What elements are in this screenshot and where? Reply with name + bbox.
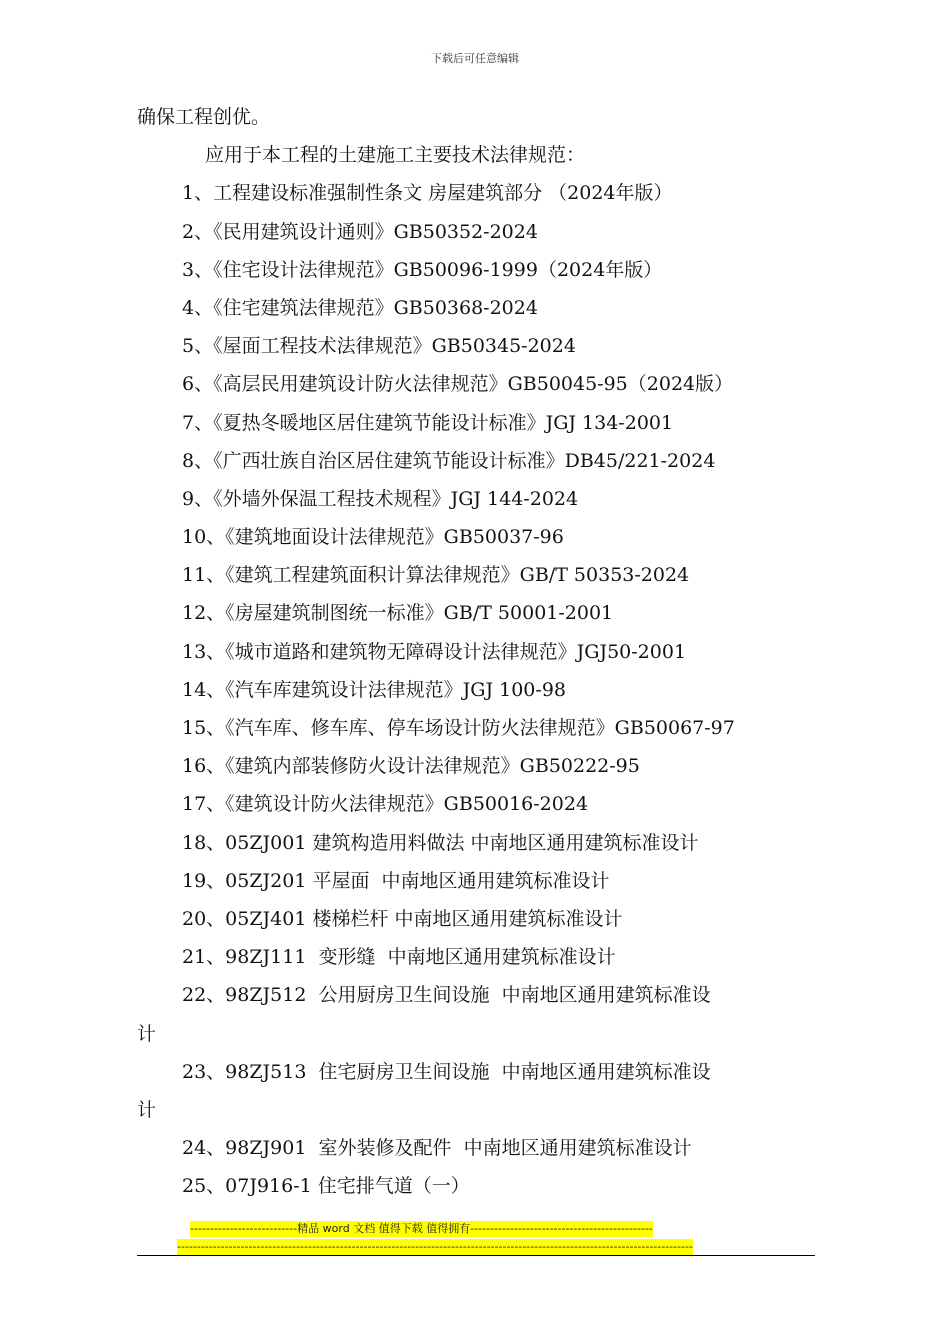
list-item: 15、《汽车库、修车库、停车场设计防火法律规范》GB50067-97 bbox=[182, 717, 735, 739]
list-item: 6、《高层民用建筑设计防火法律规范》GB50045-95（2024版） bbox=[182, 373, 734, 396]
footer-banner: ---------------------------精品 word 文档 值得下载 值得拥有---------------------------------------------- bbox=[190, 1222, 653, 1235]
footer-dashes: ---------------------------------------------------------------------------------------------------------------------------------- bbox=[177, 1240, 694, 1253]
list-item: 5、《屋面工程技术法律规范》GB50345-2024 bbox=[182, 335, 576, 358]
list-item: 14、《汽车库建筑设计法律规范》JGJ 100-98 bbox=[182, 678, 566, 701]
list-item: 23、98ZJ513 住宅厨房卫生间设施 中南地区通用建筑标准设 bbox=[182, 1060, 711, 1083]
list-item: 1、工程建设标准强制性条文 房屋建筑部分 （2024年版） bbox=[182, 182, 673, 205]
list-item: 11、《建筑工程建筑面积计算法律规范》GB/T 50353-2024 bbox=[182, 564, 690, 587]
document-body bbox=[137, 98, 817, 1205]
list-item: 21、98ZJ111 变形缝 中南地区通用建筑标准设计 bbox=[182, 946, 616, 969]
list-item: 25、07J916-1 住宅排气道（一） bbox=[182, 1175, 470, 1198]
footer-divider bbox=[137, 1255, 815, 1256]
list-item: 16、《建筑内部装修防火设计法律规范》GB50222-95 bbox=[182, 755, 640, 778]
list-item-wrap: 计 bbox=[137, 1022, 157, 1045]
list-item: 10、《建筑地面设计法律规范》GB50037-96 bbox=[182, 526, 564, 549]
list-item: 4、《住宅建筑法律规范》GB50368-2024 bbox=[182, 296, 538, 319]
list-item: 8、《广西壮族自治区居住建筑节能设计标准》DB45/221-2024 bbox=[182, 449, 716, 472]
list-item: 17、《建筑设计防火法律规范》GB50016-2024 bbox=[182, 793, 589, 816]
list-item-wrap: 计 bbox=[137, 1098, 157, 1121]
section-heading: 应用于本工程的土建施工主要技术法律规范： bbox=[205, 144, 586, 167]
list-item: 19、05ZJ201 平屋面 中南地区通用建筑标准设计 bbox=[182, 869, 610, 892]
continuation-line: 确保工程创优。 bbox=[137, 106, 271, 128]
list-item: 20、05ZJ401 楼梯栏杆 中南地区通用建筑标准设计 bbox=[182, 907, 623, 930]
list-item: 3、《住宅设计法律规范》GB50096-1999（2024年版） bbox=[182, 258, 663, 281]
list-item: 7、《夏热冬暖地区居住建筑节能设计标准》JGJ 134-2001 bbox=[182, 411, 674, 434]
list-item: 18、05ZJ001 建筑构造用料做法 中南地区通用建筑标准设计 bbox=[182, 831, 699, 854]
list-item: 22、98ZJ512 公用厨房卫生间设施 中南地区通用建筑标准设 bbox=[182, 984, 711, 1007]
list-item: 12、《房屋建筑制图统一标准》GB/T 50001-2001 bbox=[182, 602, 614, 625]
list-item: 9、《外墙外保温工程技术规程》JGJ 144-2024 bbox=[182, 487, 579, 510]
list-item: 13、《城市道路和建筑物无障碍设计法律规范》JGJ50-2001 bbox=[182, 640, 687, 663]
page-header: 下载后可任意编辑 bbox=[431, 52, 519, 65]
list-item: 2、《民用建筑设计通则》GB50352-2024 bbox=[182, 220, 538, 243]
list-item: 24、98ZJ901 室外装修及配件 中南地区通用建筑标准设计 bbox=[182, 1137, 692, 1160]
